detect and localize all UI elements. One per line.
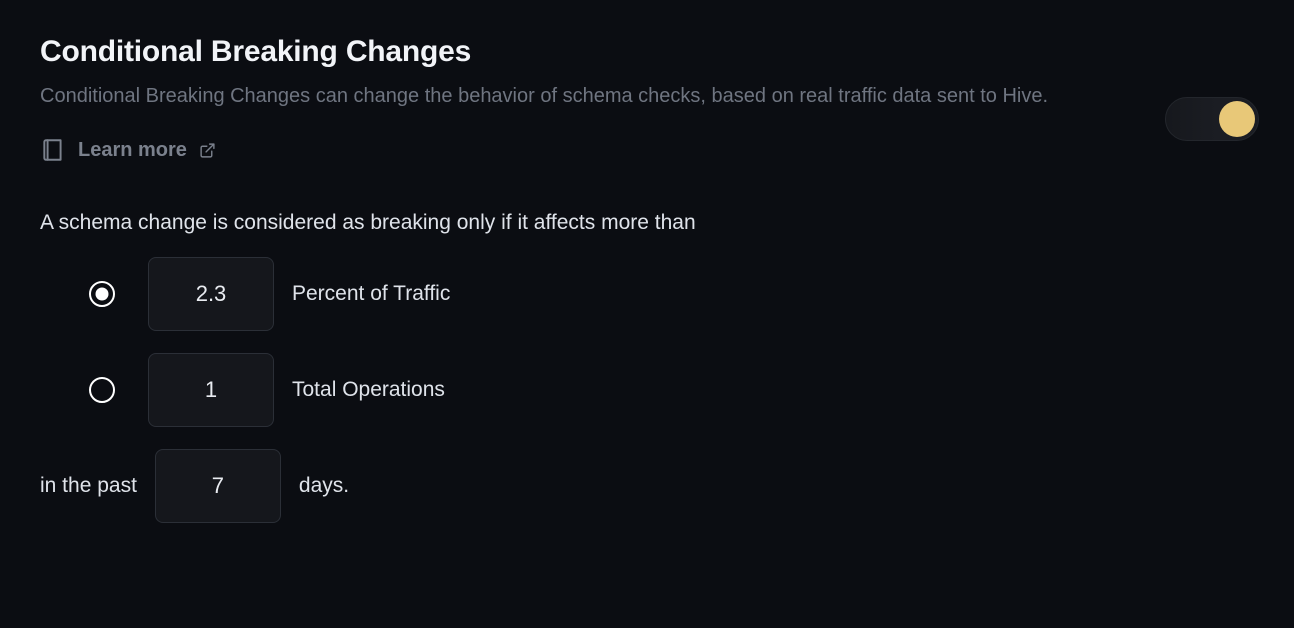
period-prefix-label: in the past [40,474,137,497]
option-percent-of-traffic[interactable] [40,257,1254,331]
toggle-knob [1219,101,1255,137]
panel-description: Conditional Breaking Changes can change the behavior of schema checks, based on real traffic data sent to Hive. [40,85,1049,107]
external-link-icon [199,142,216,159]
period-row [40,449,1254,523]
conditional-breaking-changes-toggle[interactable] [1165,97,1259,141]
total-operations-input[interactable] [148,353,274,427]
book-icon [40,137,66,163]
total-operations-label: Total Operations [292,378,445,401]
panel-header [40,34,1254,111]
period-days-input[interactable] [155,449,281,523]
radio-total-operations[interactable] [89,377,115,403]
option-total-operations[interactable] [40,353,1254,427]
breaking-change-statement: A schema change is considered as breaking only if it affects more than [40,211,696,234]
learn-more-link[interactable] [40,137,216,163]
learn-more-label: Learn more [78,138,187,161]
percent-of-traffic-label: Percent of Traffic [292,282,451,305]
radio-percent-of-traffic[interactable] [89,281,115,307]
percent-of-traffic-input[interactable] [148,257,274,331]
page-title: Conditional Breaking Changes [40,35,472,68]
period-suffix-label: days. [298,474,350,497]
